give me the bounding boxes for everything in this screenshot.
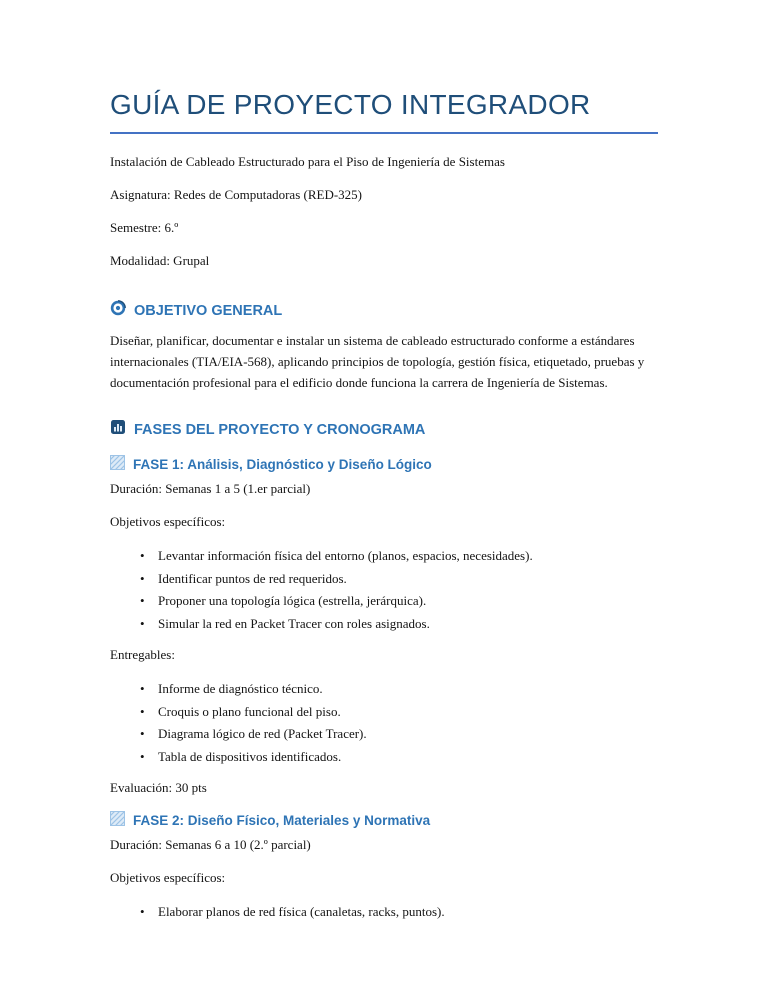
fase1-entregables-label: Entregables: (110, 647, 175, 662)
target-icon (110, 300, 126, 322)
section-heading-objetivo (110, 300, 658, 322)
section-heading-label: OBJETIVO GENERAL (134, 302, 283, 319)
fase2-heading (110, 811, 658, 831)
objetivo-paragraph: Diseñar, planificar, documentar e instalar un sistema de cableado estructurado conforme a estándares internacionales (TIA/EIA-568), aplicando principios de topología, gestión física, etiquetado, pruebas y documentación profesional para el edificio donde funciona la carrera de Ingeniería de Sistemas. (110, 333, 645, 390)
list-item: • Levantar información física del entorno (planos, espacios, necesidades). (110, 545, 658, 568)
list-item: • Identificar puntos de red requeridos. (110, 568, 658, 591)
document-title: GUÍA DE PROYECTO INTEGRADOR (110, 88, 658, 134)
list-item: • Proponer una topología lógica (estrella, jerárquica). (110, 590, 658, 613)
fase1-entregables-list (110, 678, 658, 768)
section-heading-fases (110, 419, 658, 441)
list-item: • Informe de diagnóstico técnico. (110, 678, 658, 701)
fase2-duracion: Duración: Semanas 6 a 10 (2.º parcial) (110, 837, 311, 852)
meta-modalidad: Modalidad: Grupal (110, 253, 210, 268)
hatched-square-icon (110, 811, 125, 831)
fase2-objetivos-list (110, 901, 658, 924)
list-item: • Elaborar planos de red física (canaletas, racks, puntos). (110, 901, 658, 924)
list-item: • Diagrama lógico de red (Packet Tracer). (110, 723, 658, 746)
fase-heading-label: FASE 2: Diseño Físico, Materiales y Normativa (133, 813, 431, 828)
fase1-heading (110, 455, 658, 475)
fase1-objetivos-list (110, 545, 658, 635)
bar-chart-icon (110, 419, 126, 441)
fase1-objetivos-label: Objetivos específicos: (110, 514, 226, 529)
fase1-duracion: Duración: Semanas 1 a 5 (1.er parcial) (110, 481, 311, 496)
fase2-objetivos-label: Objetivos específicos: (110, 870, 226, 885)
fase1-evaluacion: Evaluación: 30 pts (110, 780, 207, 795)
list-item: • Croquis o plano funcional del piso. (110, 701, 658, 724)
section-heading-label: FASES DEL PROYECTO Y CRONOGRAMA (134, 421, 426, 438)
list-item: • Simular la red en Packet Tracer con roles asignados. (110, 613, 658, 636)
hatched-square-icon (110, 455, 125, 475)
doc-subtitle: Instalación de Cableado Estructurado para el Piso de Ingeniería de Sistemas (110, 154, 505, 169)
meta-asignatura: Asignatura: Redes de Computadoras (RED-325) (110, 187, 363, 202)
list-item: • Tabla de dispositivos identificados. (110, 746, 658, 769)
fase-heading-label: FASE 1: Análisis, Diagnóstico y Diseño Lógico (133, 457, 432, 472)
meta-semestre: Semestre: 6.º (110, 220, 179, 235)
